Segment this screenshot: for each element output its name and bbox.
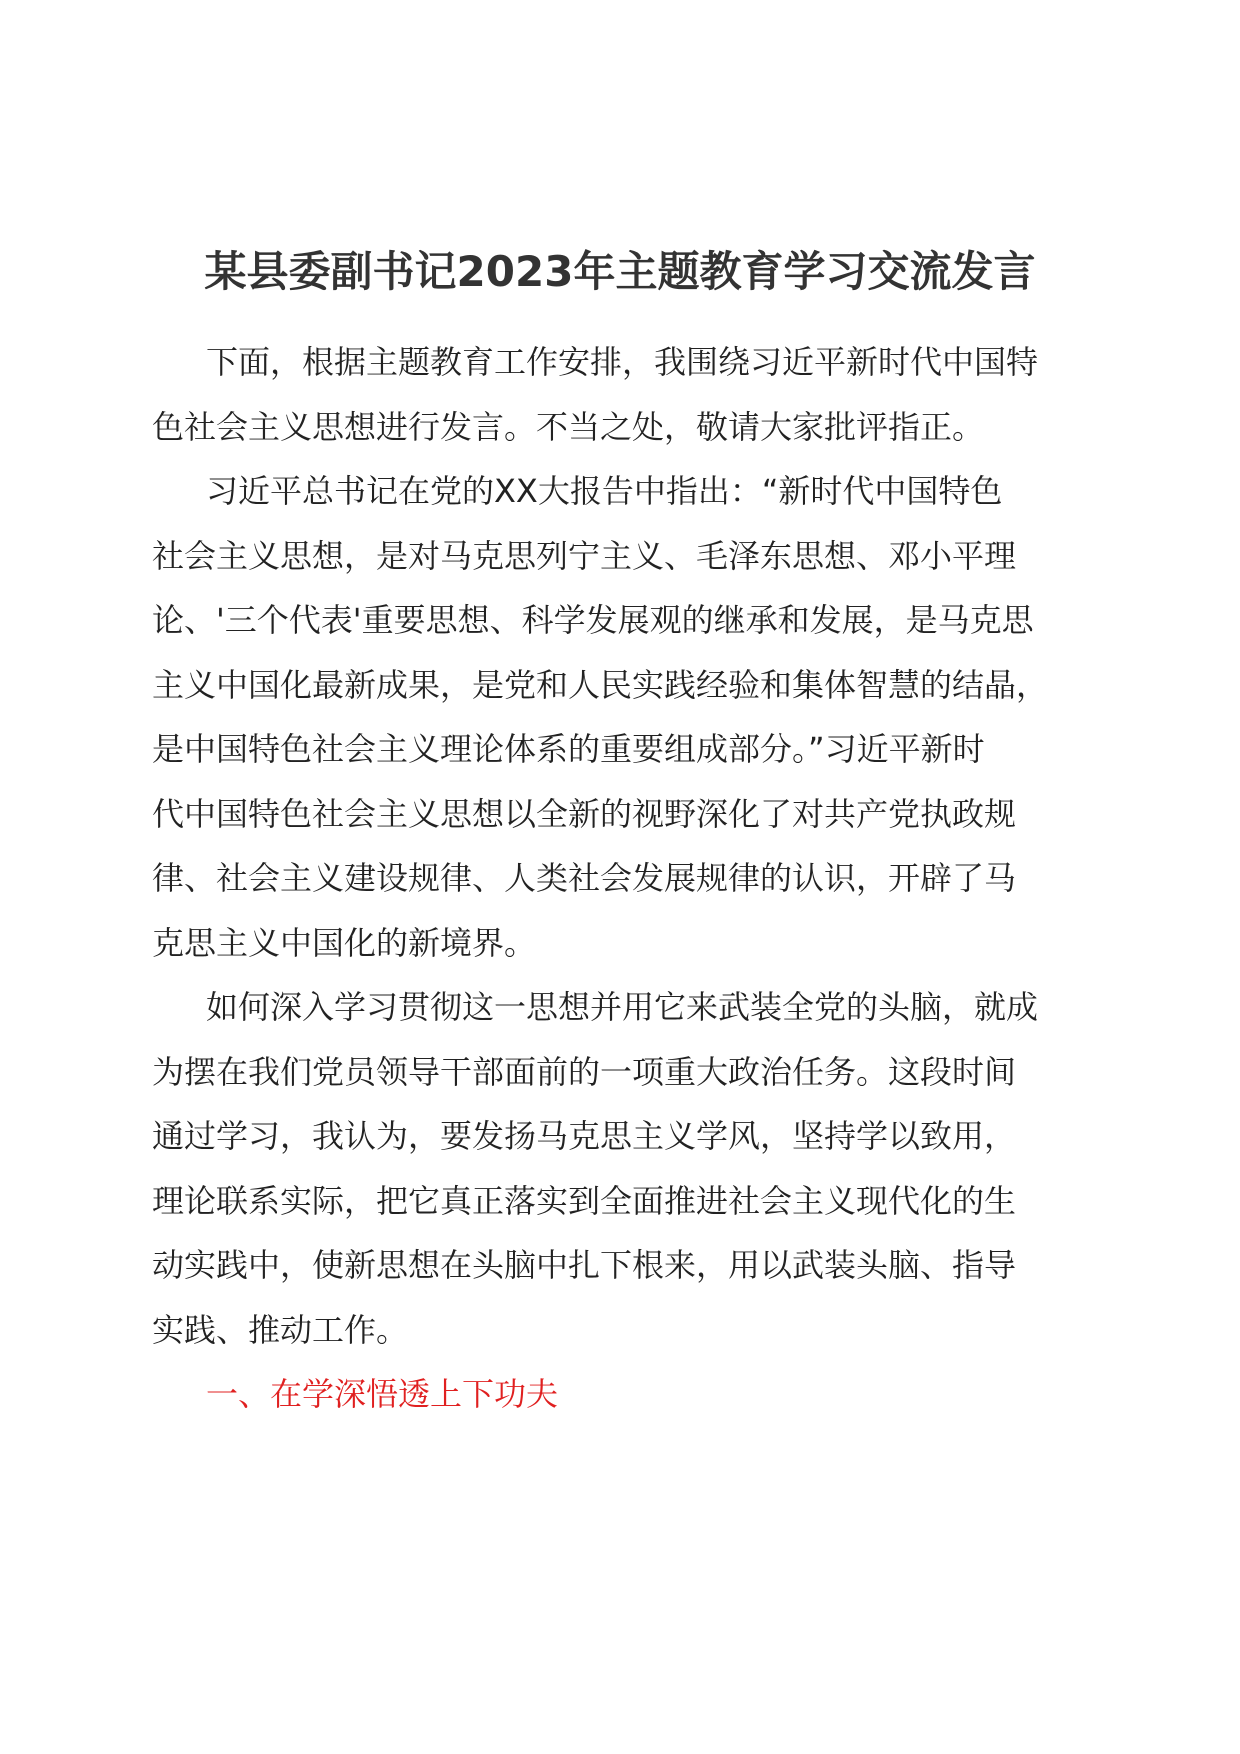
paragraph-line: 实践、推动工作。: [152, 1310, 409, 1349]
paragraph-quote: [152, 459, 1092, 975]
paragraph-intro: [152, 330, 1092, 459]
paragraph-line: 论、'三个代表'重要思想、科学发展观的继承和发展，是马克思: [152, 601, 1034, 639]
paragraph-line: 是中国特色社会主义理论体系的重要组成部分。”习近平新时: [152, 730, 985, 768]
paragraph-line: 律、社会主义建设规律、人类社会发展规律的认识，开辟了马: [152, 859, 1017, 897]
document-body: [152, 330, 1092, 1427]
section-heading: 一、在学深悟透上下功夫: [206, 1375, 559, 1413]
paragraph-line: 为摆在我们党员领导干部面前的一项重大政治任务。这段时间: [152, 1052, 1017, 1091]
paragraph-line: 理论联系实际，把它真正落实到全面推进社会主义现代化的生: [152, 1181, 1017, 1220]
paragraph-line: 动实践中，使新思想在头脑中扎下根来，用以武装头脑、指导: [152, 1246, 1017, 1284]
paragraph-line: 代中国特色社会主义思想以全新的视野深化了对共产党执政规: [152, 794, 1017, 833]
paragraph-line: 如何深入学习贯彻这一思想并用它来武装全党的头脑，就成: [206, 988, 1039, 1026]
paragraph-line: 通过学习，我认为，要发扬马克思主义学风，坚持学以致用，: [152, 1117, 1017, 1155]
document-title: 某县委副书记2023年主题教育学习交流发言: [204, 247, 1036, 296]
paragraph-line: 社会主义思想，是对马克思列宁主义、毛泽东思想、邓小平理: [152, 536, 1017, 575]
paragraph-line: 习近平总书记在党的XX大报告中指出：“新时代中国特色: [206, 472, 1003, 510]
paragraph-task: [152, 975, 1092, 1362]
paragraph-line: 主义中国化最新成果，是党和人民实践经验和集体智慧的结晶，: [152, 665, 1049, 704]
paragraph-line: 下面，根据主题教育工作安排，我围绕习近平新时代中国特: [206, 343, 1039, 381]
paragraph-line: 克思主义中国化的新境界。: [152, 923, 537, 962]
paragraph-line: 色社会主义思想进行发言。不当之处，敬请大家批评指正。: [152, 407, 985, 446]
